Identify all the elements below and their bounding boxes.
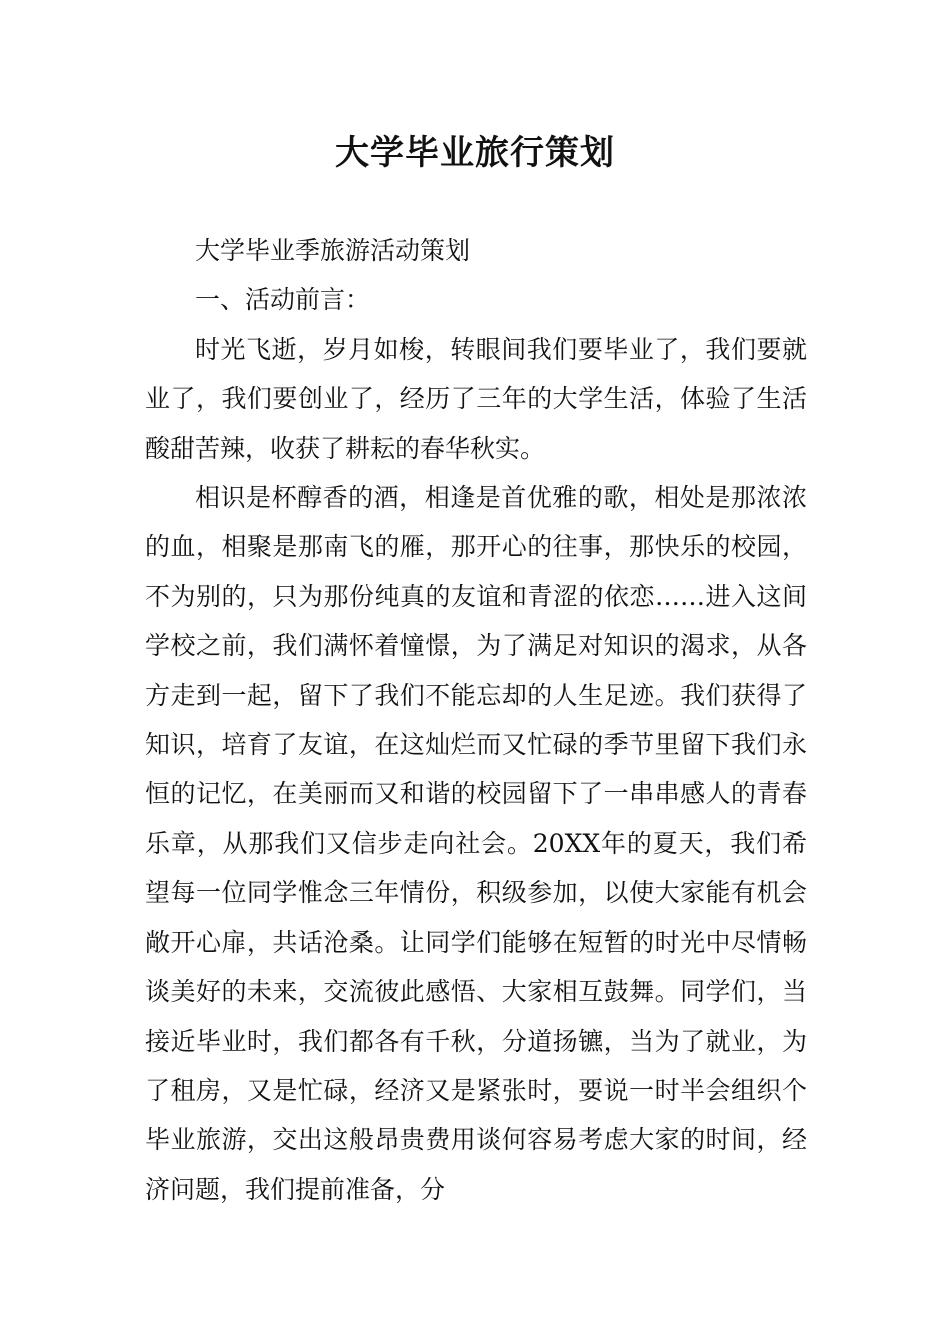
paragraph-subtitle: 大学毕业季旅游活动策划: [195, 236, 471, 265]
document-title: 大学毕业旅行策划: [335, 133, 615, 173]
paragraph-section-heading: 一、活动前言：: [195, 285, 371, 315]
paragraph-intro: 时光飞逝，岁月如梭，转眼间我们要毕业了，我们要就业了，我们要创业了，经历了三年的大学生活，体验了生活酸甜苦辣，收获了耕耘的春华秋实。: [145, 334, 807, 463]
paragraph-main: 相识是杯醇香的酒，相逢是首优雅的歌，相处是那浓浓的血，相聚是那南飞的雁，那开心的往事，那快乐的校园，不为别的，只为那份纯真的友谊和青涩的依恋……进入这间学校之前，我们满怀着憧憬，为了满足对知识的渴求，从各方走到一起，留下了我们不能忘却的人生足迹。我们获得了知识，培育了友谊，在这灿烂而又忙碌的季节里留下我们永恒的记忆，在美丽而又和谐的校园留下了一串串感人的青春乐章，从那我们又信步走向社会。20XX年的夏天，我们希望每一位同学惟念三年情份，积级参加，以使大家能有机会敞开心扉，共话沧桑。让同学们能够在短暂的时光中尽情畅谈美好的未来，交流彼此感悟、大家相互鼓舞。同学们，当接近毕业时，我们都各有千秋，分道扬镳，当为了就业，为了租房，又是忙碌，经济又是紧张时，要说一时半会组织个毕业旅游，交出这般昂贵费用谈何容易考虑大家的时间，经济问题，我们提前准备，分: [145, 483, 807, 1204]
document-body: [145, 226, 807, 1214]
